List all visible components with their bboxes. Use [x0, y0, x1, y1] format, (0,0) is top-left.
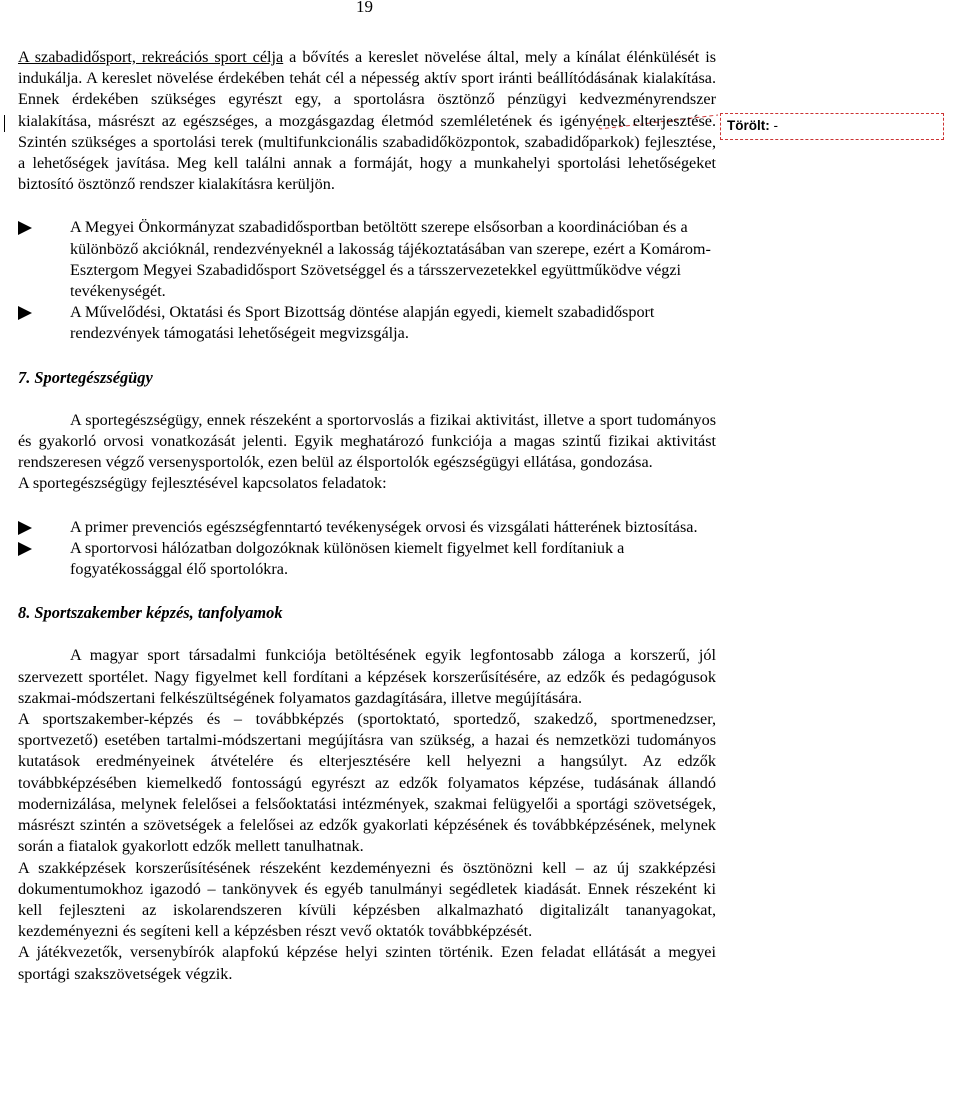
section-7-heading: 7. Sportegészségügy: [18, 367, 153, 387]
list-item-text: A Művelődési, Oktatási és Sport Bizottság döntése alapján egyedi, kiemelt szabadidősport rendezvények támogatási lehetőségeit megvizsgálja.: [70, 303, 655, 343]
list-item: [18, 538, 716, 580]
change-bar: [4, 115, 5, 132]
list-item: [18, 302, 716, 344]
page-number: 19: [356, 0, 373, 16]
list-item-text: A sportorvosi hálózatban dolgozóknak különösen kiemelt figyelmet kell fordítaniuk a fogyatékossággal élő sportolókra.: [70, 538, 625, 579]
section-8-paragraph: A játékvezetők, versenybírók alapfokú képzése helyi szinten történik. Ezen feladat ellátását a megyei sportági szakszövetségek végzik.: [18, 943, 716, 983]
section-7-paragraph: A sportegészségügy, ennek részeként a sportorvoslás a fizikai aktivitást, illetve a sport tudományos és gyakorló orvosi vonatkozását jelenti. Egyik meghatározó funkciója a magas szintű fizikai aktivitást rendszeresen végző versenysportolók, ezen belül az élsportolók egészségügyi ellátása, gondozása.: [18, 410, 716, 472]
section-8-heading: 8. Sportszakember képzés, tanfolyamok: [18, 603, 283, 623]
arrow-bullet-icon: [18, 302, 70, 344]
section-8-paragraph: A szakképzések korszerűsítésének részeként kezdeményezni és ösztönözni kell – az új szakképzési dokumentumokhoz igazodó – tankönyvek és egyéb tanulmányi segédletek kiadását. Ennek részeként ki kell fejleszteni az iskolarendszeren kívüli képzésben alkalmazható digitalizált tananyagokat, kezdeményezni és segíteni kell a képzésben részt vevő oktatók továbbképzését.: [18, 858, 716, 941]
arrow-bullet-icon: [18, 217, 70, 302]
arrow-bullet-icon: [18, 538, 70, 580]
section-8-paragraph: A magyar sport társadalmi funkciója betöltésének egyik legfontosabb záloga a korszerű, jól szervezett sportélet. Nagy figyelmet kell fordítani a képzések korszerűsítésére, az edzők és pedagógusok szakmai-módszertani felkészültségének folyamatos gazdagítására, illetve megújítására.: [18, 646, 716, 707]
revision-comment[interactable]: [720, 113, 944, 140]
list-item: [18, 517, 716, 538]
comment-label: Törölt:: [727, 118, 770, 133]
list-item-text: A primer prevenciós egészségfenntartó tevékenységek orvosi és vizsgálati hátterének biztosítása.: [70, 517, 698, 536]
comment-value: -: [773, 118, 779, 133]
arrow-bullet-icon: [18, 517, 70, 538]
list-item: [18, 217, 716, 302]
intro-text: a bővítés a kereslet növelése által, mely a kínálat élénkülését is indukálja. A kereslet növelése érdekében tehát cél a népesség aktív sport iránti beállítódásának kialakítása. Ennek érdekében szükséges egyrészt egy, a sportolásra ösztönző pénzügyi kedvezményrendszer kialakítása, másrészt az egészséges, a mozgásgazdag életmód szemléletének és igényének elterjesztése. Szintén szükséges a sportolási terek (multifunkcionális szabadidőközpontok, szabadidőparkok) fejlesztése, a lehetőségek javítása. Meg kell találni annak a formáját, hogy a munkahelyi sportolási lehetőségeket biztosító ösztönző rendszer kialakításra kerüljön.: [18, 48, 716, 194]
intro-paragraph: [18, 47, 716, 195]
section-7-tasks-intro: A sportegészségügy fejlesztésével kapcsolatos feladatok:: [18, 474, 387, 493]
section-8-paragraph: A sportszakember-képzés és – továbbképzés (sportoktató, sportedző, szakedző, sportmenedzser, sportvezető) esetében tartalmi-módszertani megújításra van szükség, a hazai és nemzetközi tudományos kutatások eredményeinek átvételére és elterjesztésére kell helyezni a hangsúlyt. Az edzők továbbképzésében kiemelkedő fontosságú egyrészt az edzők folyamatos képzése, tudásának állandó modernizálása, melynek felelősei a felsőoktatási intézmények, szakmai felügyelői a sportági szövetségek, másrészt szintén a szövetségek a felelősei az edzők gyakorlati képzésének és továbbképzésének, melynek során a fiatalok gyakorlott edzők mellett tanulhatnak.: [18, 710, 716, 856]
document-body: [18, 47, 716, 985]
intro-underlined: A szabadidősport, rekreációs sport célja: [18, 48, 284, 66]
list-item-text: A Megyei Önkormányzat szabadidősportban betöltött szerepe elsősorban a koordinációban és a különböző akcióknál, rendezvényeknél a lakosság tájékoztatásában van szerepe, ezért a Komárom-Esztergom Megyei Szabadidősport Szövetséggel és a társszervezetekkel együttműködve végzi tevékenységét.: [70, 218, 711, 301]
